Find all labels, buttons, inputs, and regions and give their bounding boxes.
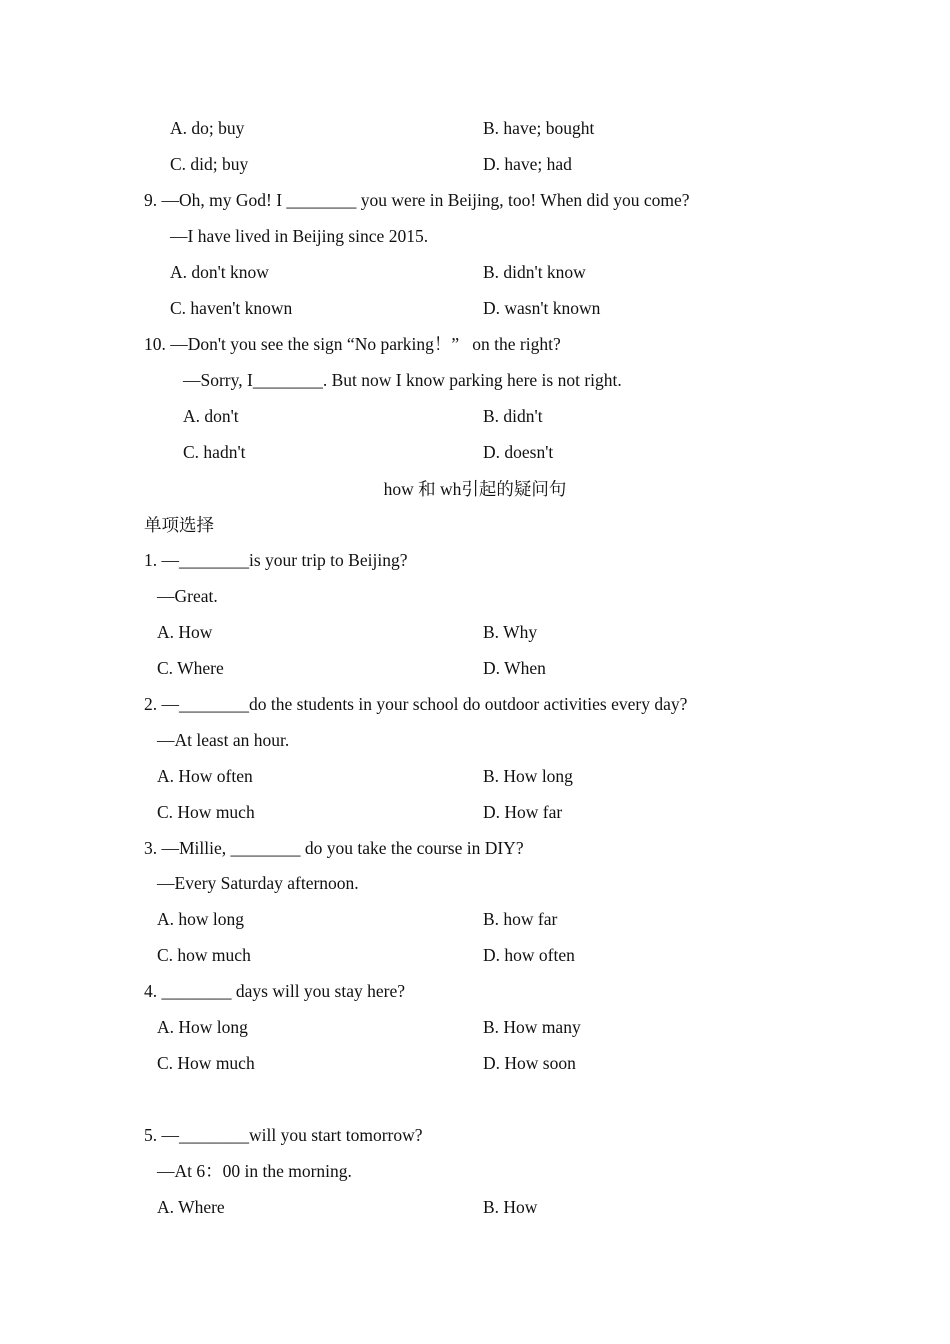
q8-option-c: C. did; buy bbox=[170, 154, 249, 174]
q10-stem: 10. —Don't you see the sign “No parking！” on the right? bbox=[144, 334, 561, 354]
q3-option-c: C. how much bbox=[157, 945, 251, 965]
q2-option-c: C. How much bbox=[157, 802, 255, 822]
q8-option-a: A. do; buy bbox=[170, 118, 245, 138]
q9-stem: 9. —Oh, my God! I ________ you were in Beijing, too! When did you come? bbox=[144, 190, 690, 210]
q10-option-a: A. don't bbox=[183, 406, 239, 426]
q5-stem: 5. —________will you start tomorrow? bbox=[144, 1125, 423, 1145]
q9-option-b: B. didn't know bbox=[483, 262, 586, 282]
q2-response: —At least an hour. bbox=[157, 730, 290, 750]
q9-option-c: C. haven't known bbox=[170, 298, 293, 318]
q2-stem: 2. —________do the students in your school do outdoor activities every day? bbox=[144, 694, 688, 714]
q3-option-b: B. how far bbox=[483, 909, 558, 929]
q4-option-b: B. How many bbox=[483, 1017, 581, 1037]
q1-option-b: B. Why bbox=[483, 622, 538, 642]
q1-option-d: D. When bbox=[483, 658, 546, 678]
q4-option-d: D. How soon bbox=[483, 1053, 576, 1073]
q5-option-b: B. How bbox=[483, 1197, 538, 1217]
q10-option-c: C. hadn't bbox=[183, 442, 246, 462]
q8-option-b: B. have; bought bbox=[483, 118, 595, 138]
q3-stem: 3. —Millie, ________ do you take the course in DIY? bbox=[144, 838, 524, 858]
q1-stem: 1. —________is your trip to Beijing? bbox=[144, 550, 408, 570]
q5-response: —At 6：00 in the morning. bbox=[157, 1161, 352, 1181]
q9-response: —I have lived in Beijing since 2015. bbox=[170, 226, 429, 246]
q3-option-d: D. how often bbox=[483, 945, 575, 965]
q4-stem: 4. ________ days will you stay here? bbox=[144, 981, 405, 1001]
q9-option-d: D. wasn't known bbox=[483, 298, 601, 318]
q10-option-b: B. didn't bbox=[483, 406, 543, 426]
q1-option-c: C. Where bbox=[157, 658, 224, 678]
q1-option-a: A. How bbox=[157, 622, 213, 642]
q4-option-c: C. How much bbox=[157, 1053, 255, 1073]
section-subtitle: 单项选择 bbox=[144, 515, 214, 535]
q10-option-d: D. doesn't bbox=[483, 442, 554, 462]
q5-option-a: A. Where bbox=[157, 1197, 225, 1217]
q1-response: —Great. bbox=[157, 586, 218, 606]
q10-response: —Sorry, I________. But now I know parking here is not right. bbox=[183, 370, 622, 390]
q8-option-d: D. have; had bbox=[483, 154, 572, 174]
q9-option-a: A. don't know bbox=[170, 262, 269, 282]
q4-option-a: A. How long bbox=[157, 1017, 248, 1037]
q2-option-d: D. How far bbox=[483, 802, 563, 822]
section-title: how 和 wh引起的疑问句 bbox=[383, 479, 567, 499]
q3-option-a: A. how long bbox=[157, 909, 245, 929]
q2-option-a: A. How often bbox=[157, 766, 253, 786]
q3-response: —Every Saturday afternoon. bbox=[157, 873, 359, 893]
q2-option-b: B. How long bbox=[483, 766, 573, 786]
